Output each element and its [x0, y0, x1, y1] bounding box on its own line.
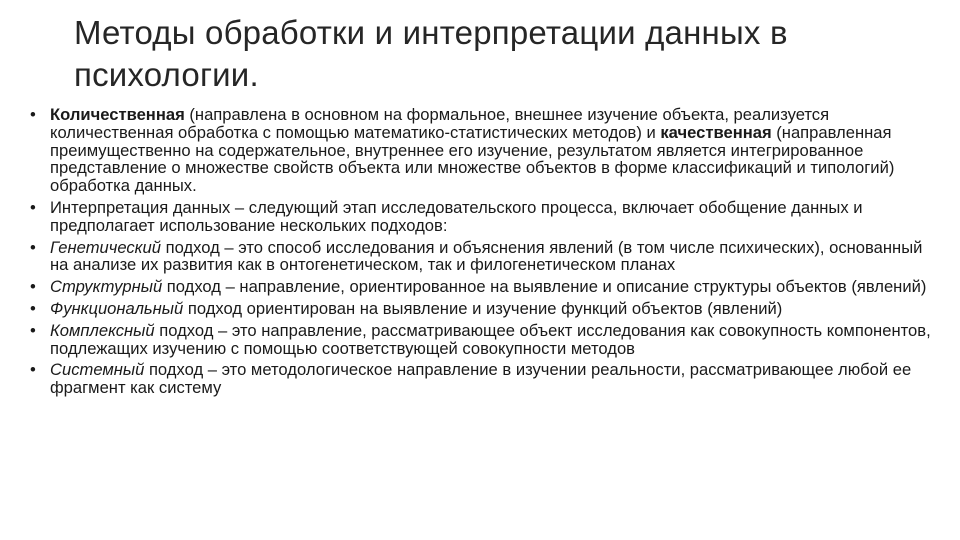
bullet-text: подход – это способ исследования и объяснения явлений (в том числе психических), основанный на анализе их развития как в онтогенетическом, так и филогенетическом планах	[50, 237, 923, 275]
term-functional: Функциональный	[50, 298, 184, 318]
bullet-dot: •	[30, 105, 36, 124]
bullet-structural-approach	[30, 278, 940, 296]
term-genetic: Генетический	[50, 237, 161, 257]
term-complex: Комплексный	[50, 320, 155, 340]
bullet-text: Интерпретация данных – следующий этап исследовательского процесса, включает обобщение данных и предполагает использование нескольких подходов:	[50, 197, 863, 235]
bullet-dot: •	[30, 320, 36, 340]
bullet-quantitative-qualitative	[30, 106, 940, 195]
bullet-text: подход – это методологическое направление в изучении реальности, рассматривающее любой ее фрагмент как систему	[50, 360, 912, 398]
bullet-text: подход ориентирован на выявление и изучение функций объектов (явлений)	[183, 298, 783, 318]
bullet-interpretation	[30, 199, 940, 235]
bullet-text: (направлена в основном на формальное, внешнее изучение объекта, реализуется количественная обработка с помощью математико-статистических методов) и	[50, 105, 830, 142]
bullet-dot: •	[30, 237, 36, 257]
slide-title: Методы обработки и интерпретации данных в психологии.	[74, 14, 788, 93]
bullet-complex-approach	[30, 322, 940, 358]
term-structural: Структурный	[50, 277, 163, 297]
bullet-dot: •	[30, 277, 36, 297]
bullet-dot: •	[30, 360, 36, 380]
term-quantitative: Количественная	[50, 105, 185, 124]
bullet-dot: •	[30, 197, 36, 217]
bullet-list	[30, 106, 940, 401]
bullet-systemic-approach	[30, 361, 940, 397]
term-systemic: Системный	[50, 360, 145, 380]
term-qualitative: качественная	[660, 122, 772, 142]
bullet-genetic-approach	[30, 239, 940, 275]
bullet-functional-approach	[30, 300, 940, 318]
bullet-dot: •	[30, 298, 36, 318]
bullet-text: подход – это направление, рассматривающее объект исследования как совокупность компонентов, подлежащих изучению с помощью соответствующей совокупности методов	[50, 320, 931, 358]
bullet-text: подход – направление, ориентированное на выявление и описание структуры объектов (явлений)	[162, 277, 927, 297]
bullet-text: (направленная преимущественно на содержательное, внутреннее его изучение, результатом является интегрированное представление о множестве свойств объекта или множестве объектов в форме классификаций и типологий) обработка данных.	[50, 122, 895, 196]
